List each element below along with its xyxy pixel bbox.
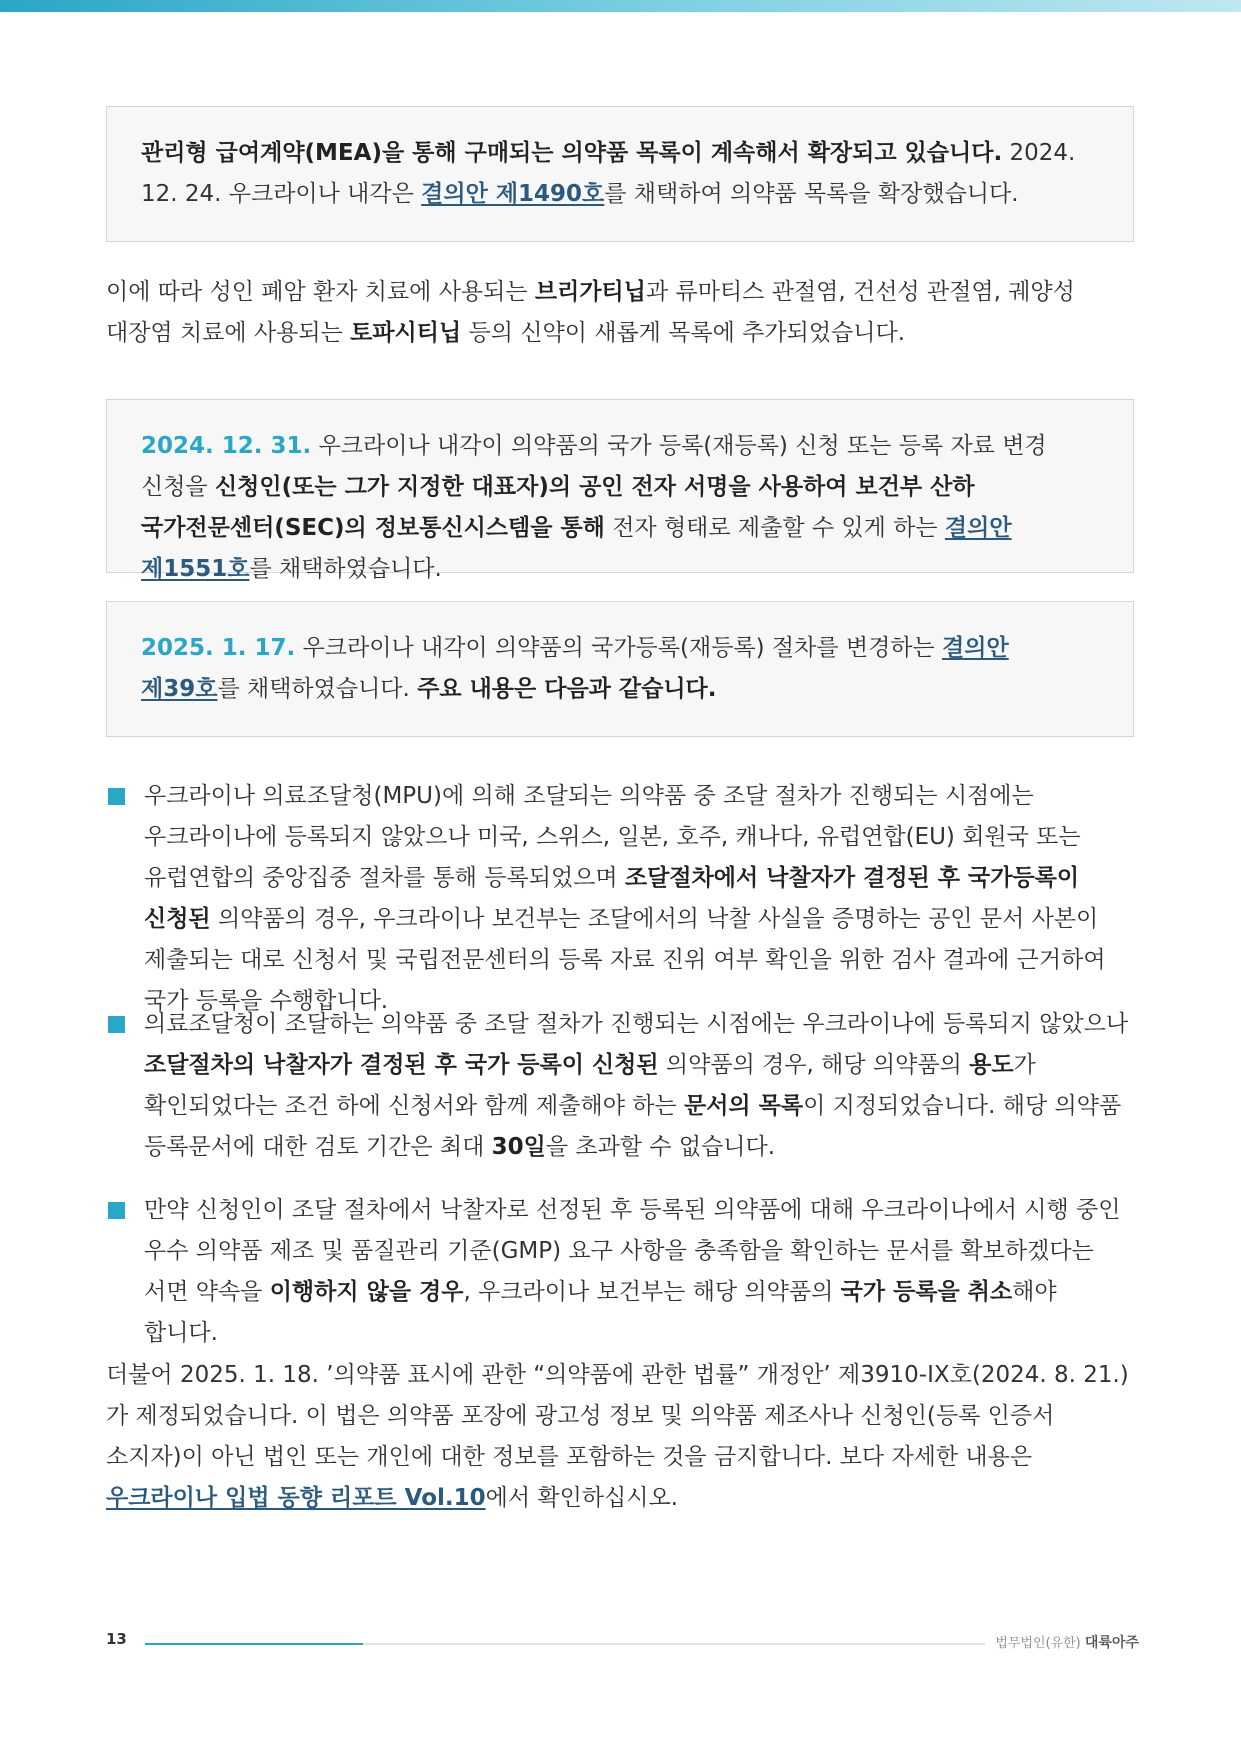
footer-progress-fill — [145, 1643, 363, 1645]
box3-text2: 를 채택하였습니다. — [217, 676, 418, 702]
b2-text1: 의료조달청이 조달하는 의약품 중 조달 절차가 진행되는 시점에는 우크라이나에 등록되지 않았으나 — [144, 1011, 1129, 1037]
highlight-box-resolution-39 — [106, 601, 1134, 737]
box2-text3: 를 채택하였습니다. — [249, 556, 442, 582]
para1-text3: 등의 신약이 새롭게 목록에 추가되었습니다. — [461, 320, 906, 346]
footer-progress-line — [145, 1643, 985, 1645]
box1-text1: 2024. 12. 24. 우크라이나 내각은 — [141, 140, 1076, 207]
para2-text2: 에서 확인하십시오. — [485, 1485, 678, 1511]
b2-text2: 의약품의 경우, 해당 의약품의 — [658, 1052, 970, 1078]
highlight-box-resolution-1551 — [106, 399, 1134, 582]
box2-text — [141, 426, 1101, 590]
box2-text1: 우크라이나 내각이 의약품의 국가 등록(재등록) 신청 또는 등록 자료 변경 신청을 — [141, 433, 1047, 500]
highlight-box-mea — [106, 106, 1134, 242]
link-resolution-1551[interactable]: 결의안 제1551호 — [141, 515, 1012, 582]
b3-text2: , 우크라이나 보건부는 해당 의약품의 — [463, 1279, 841, 1305]
link-resolution-1490[interactable]: 결의안 제1490호 — [421, 181, 605, 207]
bullet2-text — [144, 1004, 1136, 1168]
box1-bold: 관리형 급여계약(MEA)을 통해 구매되는 의약품 목록이 계속해서 확장되고 있습니다. — [141, 140, 1003, 166]
box3-bold: 주요 내용은 다음과 같습니다. — [417, 676, 717, 702]
page-number: 13 — [106, 1630, 127, 1648]
brand-prefix: 법무법인(유한) — [995, 1636, 1085, 1651]
b1-text1: 우크라이나 의료조달청(MPU)에 의해 조달되는 의약품 중 조달 절차가 진행되는 시점에는 우크라이나에 등록되지 않았으나 미국, 스위스, 일본, 호주, 캐나다, 유럽연합(EU) 회원국 또는 유럽연합의 중앙집중 절차를 통해 등록되었으며 — [144, 783, 1081, 891]
b1-text2: 의약품의 경우, 우크라이나 보건부는 조달에서의 낙찰 사실을 증명하는 공인 문서 사본이 제출되는 대로 신청서 및 국립전문센터의 등록 자료 진위 여부 확인을 위한 검사 결과에 근거하여 국가 등록을 수행합니다. — [144, 906, 1106, 1014]
b2-bold2: 용도 — [969, 1052, 1014, 1078]
box2-date: 2024. 12. 31. — [141, 433, 312, 459]
bullet1-text — [144, 776, 1136, 1022]
para1-bold2: 토파시티닙 — [350, 320, 462, 346]
box1-text — [141, 133, 1101, 215]
b2-text4: 이 지정되었습니다. 해당 의약품 등록문서에 대한 검토 기간은 최대 — [144, 1093, 1122, 1160]
bullet-item-3 — [106, 1190, 1136, 1354]
footer-brand — [995, 1632, 1139, 1652]
b3-text1: 만약 신청인이 조달 절차에서 낙찰자로 선정된 후 등록된 의약품에 대해 우크라이나에서 시행 중인 우수 의약품 제조 및 품질관리 기준(GMP) 요구 사항을 충족함을 확인하는 문서를 확보하겠다는 서면 약속을 — [144, 1197, 1121, 1305]
bullet-item-2 — [106, 1004, 1136, 1168]
top-decorative-band — [0, 0, 1241, 12]
box3-text1: 우크라이나 내각이 의약품의 국가등록(재등록) 절차를 변경하는 — [295, 635, 943, 661]
b1-bold: 조달절차에서 낙찰자가 결정된 후 국가등록이 신청된 — [144, 865, 1080, 932]
paragraph-labelling-law — [106, 1355, 1136, 1519]
box3-text — [141, 628, 1101, 710]
para1-text1: 이에 따라 성인 폐암 환자 치료에 사용되는 — [106, 279, 535, 305]
b2-bold3: 문서의 목록 — [683, 1093, 804, 1119]
brand-name: 대륙아주 — [1084, 1635, 1139, 1651]
b2-text3: 가 확인되었다는 조건 하에 신청서와 함께 제출해야 하는 — [144, 1052, 1036, 1119]
box1-text2: 를 채택하여 의약품 목록을 확장했습니다. — [604, 181, 1019, 207]
b2-bold4: 30일 — [491, 1134, 546, 1160]
b3-bold1: 이행하지 않을 경우 — [269, 1279, 464, 1305]
bullet-item-1 — [106, 776, 1136, 1022]
paragraph-new-drugs — [106, 272, 1136, 354]
b3-text3: 해야 합니다. — [144, 1279, 1057, 1346]
link-resolution-39[interactable]: 결의안 제39호 — [141, 635, 1009, 702]
square-bullet-icon — [108, 1016, 125, 1033]
box2-bold: 신청인(또는 그가 지정한 대표자)의 공인 전자 서명을 사용하여 보건부 산하 국가전문센터(SEC)의 정보통신시스템을 통해 — [141, 474, 975, 541]
para2-text1: 더불어 2025. 1. 18. ’의약품 표시에 관한 “의약품에 관한 법률” 개정안’ 제3910-IX호(2024. 8. 21.)가 제정되었습니다. 이 법은 의약품 포장에 광고성 정보 및 의약품 제조사나 신청인(등록 인증서 소지자)이 아닌 법인 또는 개인에 대한 정보를 포함하는 것을 금지합니다. 보다 자세한 내용은 — [106, 1362, 1129, 1470]
para1-bold1: 브리가티닙 — [534, 279, 646, 305]
box3-date: 2025. 1. 17. — [141, 635, 296, 661]
b2-text5: 을 초과할 수 없습니다. — [545, 1134, 776, 1160]
b3-bold2: 국가 등록을 취소 — [840, 1279, 1013, 1305]
square-bullet-icon — [108, 1202, 125, 1219]
link-legislation-report-vol10[interactable]: 우크라이나 입법 동향 리포트 Vol.10 — [106, 1485, 486, 1511]
b2-bold1: 조달절차의 낙찰자가 결정된 후 국가 등록이 신청된 — [144, 1052, 659, 1078]
square-bullet-icon — [108, 788, 125, 805]
box2-text2: 전자 형태로 제출할 수 있게 하는 — [604, 515, 945, 541]
bullet3-text — [144, 1190, 1136, 1354]
para1-text2: 과 류마티스 관절염, 건선성 관절염, 궤양성 대장염 치료에 사용되는 — [106, 279, 1075, 346]
